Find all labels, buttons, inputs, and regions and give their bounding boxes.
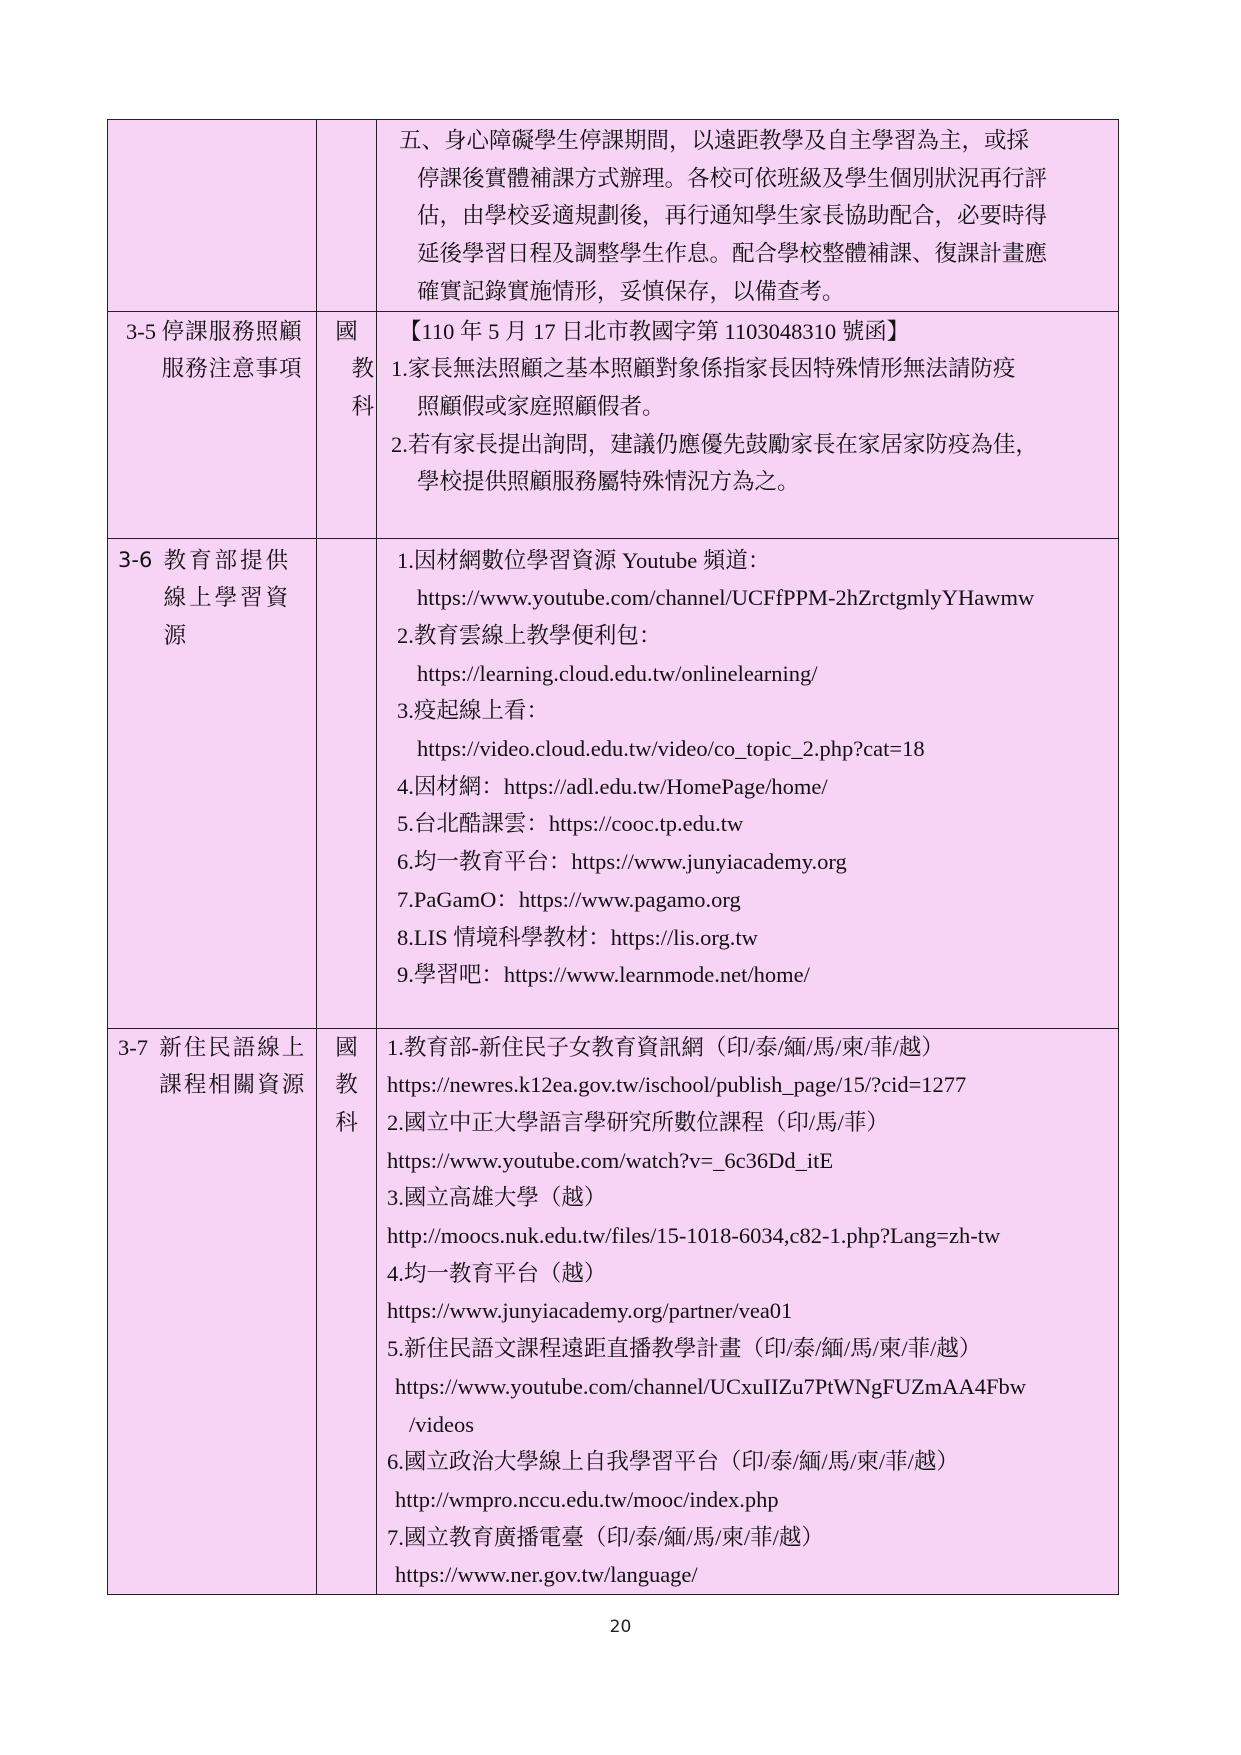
table-row	[108, 1028, 1119, 1595]
content-line: 2.國立中正大學語言學研究所數位課程（印/馬/菲）	[387, 1109, 889, 1135]
dept-cell	[317, 1028, 377, 1595]
content-line: 4.均一教育平台（越）	[387, 1260, 607, 1286]
dept-cell	[317, 311, 377, 538]
content-line: 延後學習日程及調整學生作息。配合學校整體補課、復課計畫應	[417, 241, 1048, 267]
content-line: https://www.youtube.com/watch?v=_6c36Dd_itE	[387, 1147, 834, 1173]
item-number: 3-5	[126, 318, 156, 344]
content-line: 4.因材網：https://adl.edu.tw/HomePage/home/	[397, 773, 828, 799]
content-line: 3.國立高雄大學（越）	[387, 1185, 607, 1211]
content-line: 7.PaGamO：https://www.pagamo.org	[397, 886, 741, 912]
item-cell	[108, 538, 317, 1028]
dept-cell	[317, 120, 377, 312]
table-row	[108, 120, 1119, 312]
item-number: 3-7	[118, 1034, 148, 1060]
content-line: 9.學習吧：https://www.learnmode.net/home/	[397, 962, 810, 988]
content-line: 2.若有家長提出詢問，建議仍應優先鼓勵家長在家居家防疫為佳，	[391, 431, 1038, 457]
content-cell	[377, 538, 1119, 1028]
content-line: https://video.cloud.edu.tw/video/co_topic_2.php?cat=18	[417, 736, 925, 762]
content-line: https://www.youtube.com/channel/UCxuIIZu7PtWNgFUZmAA4Fbw	[395, 1373, 1026, 1399]
content-cell	[377, 311, 1119, 538]
content-line: 2.教育雲線上教學便利包：	[397, 622, 662, 648]
content-line: 6.均一教育平台：https://www.junyiacademy.org	[397, 849, 847, 875]
content-line: https://www.youtube.com/channel/UCFfPPM-2hZrctgmlyYHawmw	[417, 585, 1035, 611]
content-line: 5.新住民語文課程遠距直播教學計畫（印/泰/緬/馬/柬/菲/越）	[387, 1336, 982, 1362]
content-line: 7.國立教育廣播電臺（印/泰/緬/馬/柬/菲/越）	[387, 1524, 824, 1550]
content-line: 1.因材網數位學習資源 Youtube 頻道：	[397, 547, 771, 573]
content-line: 8.LIS 情境科學教材：https://lis.org.tw	[397, 924, 758, 950]
table-row	[108, 311, 1119, 538]
content-line: 照顧假或家庭照顧假者。	[417, 393, 665, 419]
content-line: 1.家長無法照顧之基本照顧對象係指家長因特殊情形無法請防疫	[391, 356, 1016, 382]
content-line: http://wmpro.nccu.edu.tw/mooc/index.php	[395, 1486, 779, 1512]
dept-char: 科	[351, 393, 374, 419]
item-cell	[108, 311, 317, 538]
content-line: https://www.ner.gov.tw/language/	[395, 1562, 698, 1588]
content-line: 停課後實體補課方式辦理。各校可依班級及學生個別狀況再行評	[417, 165, 1048, 191]
content-line: https://www.junyiacademy.org/partner/vea01	[387, 1298, 793, 1324]
item-title: 教育部提供線上學習資源	[163, 547, 292, 648]
content-line: https://newres.k12ea.gov.tw/ischool/publish_page/15/?cid=1277	[387, 1072, 967, 1098]
content-line: https://learning.cloud.edu.tw/onlinelearning/	[417, 660, 818, 686]
document-table	[107, 119, 1119, 1595]
item-title: 停課服務照顧服務注意事項	[161, 318, 303, 382]
dept-char: 科	[335, 1109, 358, 1135]
dept-char: 國	[335, 1034, 358, 1060]
item-number: 3-6	[118, 547, 153, 572]
content-cell	[377, 1028, 1119, 1595]
content-line: 五、身心障礙學生停課期間，以遠距教學及自主學習為主，或採	[399, 128, 1030, 153]
dept-cell	[317, 538, 377, 1028]
content-line: 5.台北酷課雲：https://cooc.tp.edu.tw	[397, 811, 744, 837]
content-line: 估，由學校妥適規劃後，再行通知學生家長協助配合，必要時得	[417, 203, 1048, 229]
dept-char: 教	[335, 1072, 358, 1098]
dept-char: 教	[351, 356, 374, 382]
item-cell	[108, 120, 317, 312]
table-row	[108, 538, 1119, 1028]
content-line: 1.教育部-新住民子女教育資訊網（印/泰/緬/馬/柬/菲/越）	[387, 1034, 944, 1060]
content-line: 學校提供照顧服務屬特殊情況方為之。	[417, 469, 800, 495]
content-line: http://moocs.nuk.edu.tw/files/15-1018-6034,c82-1.php?Lang=zh-tw	[387, 1223, 1001, 1249]
content-line: /videos	[409, 1411, 474, 1437]
item-cell	[108, 1028, 317, 1595]
content-line: 確實記錄實施情形，妥慎保存，以備查考。	[417, 278, 845, 304]
content-cell	[377, 120, 1119, 312]
item-title: 新住民語線上課程相關資源	[159, 1034, 307, 1098]
content-line: 3.疫起線上看：	[397, 698, 549, 724]
dept-char: 國	[335, 318, 358, 344]
content-line: 【110 年 5 月 17 日北市教國字第 1103048310 號函】	[399, 318, 910, 344]
page-number: 20	[609, 1617, 632, 1637]
content-line: 6.國立政治大學線上自我學習平台（印/泰/緬/馬/柬/菲/越）	[387, 1449, 959, 1475]
